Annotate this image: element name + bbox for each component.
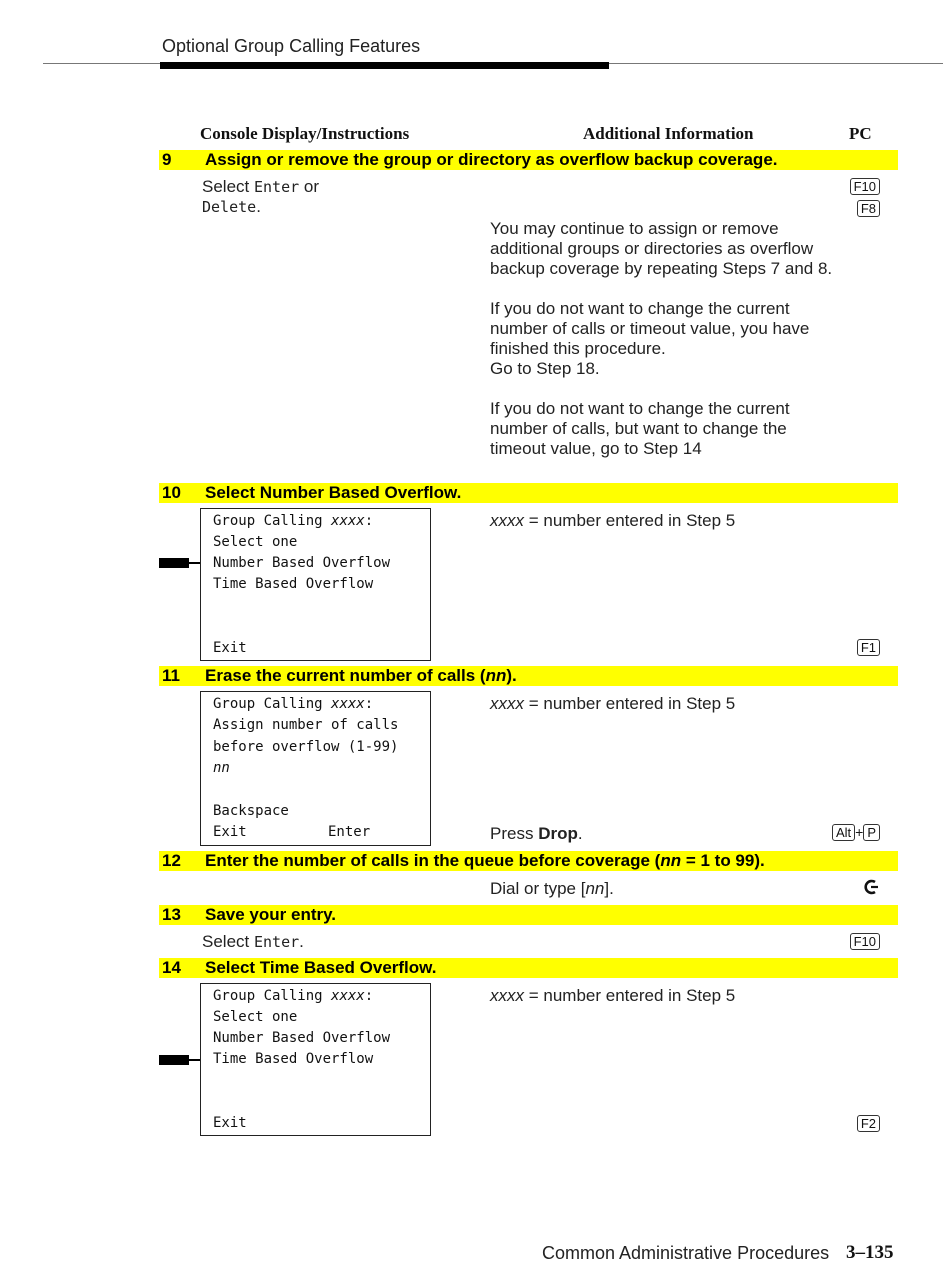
step-12-bar xyxy=(159,851,898,871)
screen-input-value: nn xyxy=(213,760,230,776)
screen-option-backspace[interactable]: Backspace xyxy=(213,803,289,819)
f1-key: F1 xyxy=(857,639,880,656)
step-title: Erase the current number of calls (nn). xyxy=(205,666,517,685)
info-text: ]. xyxy=(604,879,614,898)
selection-pointer-tick xyxy=(189,1059,200,1061)
step-title: Save your entry. xyxy=(205,905,337,924)
selection-pointer-tick xyxy=(189,562,200,564)
info-text: = number entered in Step 5 xyxy=(524,511,736,530)
step-11-info xyxy=(490,694,840,714)
step-title: Select Time Based Overflow. xyxy=(205,958,437,977)
plus-sign: + xyxy=(855,824,864,840)
variable-text: nn xyxy=(585,879,605,898)
step-10-info xyxy=(490,511,840,531)
column-heading-info: Additional Information xyxy=(583,124,754,143)
step-9-bar xyxy=(159,150,898,170)
enter-option: Enter xyxy=(253,933,300,951)
screen-option-time-based-overflow[interactable]: Time Based Overflow xyxy=(213,1051,374,1067)
screen-option-exit[interactable]: Exit xyxy=(213,640,247,656)
screen-option-exit[interactable]: Exit xyxy=(213,1115,247,1131)
console-screen xyxy=(200,508,431,661)
screen-option-exit[interactable]: Exit xyxy=(213,824,247,840)
column-heading-pc: PC xyxy=(849,124,872,143)
info-paragraph: If you do not want to change the current number of calls or timeout value, you have finished this procedure. xyxy=(490,299,810,358)
footer-title: Common Administrative Procedures xyxy=(542,1243,830,1263)
console-screen xyxy=(200,983,431,1136)
f10-key: F10 xyxy=(850,933,880,950)
info-paragraph: Go to Step 18. xyxy=(490,359,600,378)
step-14-info xyxy=(490,986,840,1006)
instruction-text: or xyxy=(299,177,319,196)
screen-line: Assign number of calls xyxy=(213,717,399,733)
info-text: = number entered in Step 5 xyxy=(524,986,736,1005)
screen-option-time-based-overflow[interactable]: Time Based Overflow xyxy=(213,576,374,592)
page-number: 3–135 xyxy=(846,1242,894,1263)
f8-key: F8 xyxy=(857,200,880,217)
step-11-press-drop xyxy=(490,824,840,844)
step-9-info xyxy=(490,219,840,459)
variable-text: xxxx xyxy=(490,694,524,713)
info-text: Press xyxy=(490,824,539,843)
step-9-instruction xyxy=(202,177,319,217)
f2-key: F2 xyxy=(857,1115,880,1132)
info-paragraph: You may continue to assign or remove additional groups or directories as overflow backup coverage by repeating Steps 7 and 8. xyxy=(490,219,833,278)
alt-key: Alt xyxy=(832,824,855,841)
step-title: Assign or remove the group or directory as overflow backup coverage. xyxy=(205,150,778,169)
p-key: P xyxy=(863,824,880,841)
alt-p-key-combo xyxy=(832,824,880,842)
instruction-text: Select xyxy=(202,932,254,951)
step-12-info xyxy=(490,879,840,899)
instruction-text: . xyxy=(299,932,304,951)
screen-line: Select one xyxy=(213,1009,298,1025)
console-screen xyxy=(200,691,431,846)
selection-pointer xyxy=(159,558,189,568)
info-text: . xyxy=(577,824,583,843)
enter-option: Enter xyxy=(253,178,300,196)
step-number: 10 xyxy=(162,483,181,502)
step-13-instruction xyxy=(202,932,304,952)
step-13-bar xyxy=(159,905,898,925)
screen-option-number-based-overflow[interactable]: Number Based Overflow xyxy=(213,555,391,571)
delete-option: Delete xyxy=(202,198,257,216)
step-title: Select Number Based Overflow. xyxy=(205,483,462,502)
drop-button-label: Drop xyxy=(538,824,578,843)
variable-text: xxxx xyxy=(490,511,524,530)
running-head: Optional Group Calling Features xyxy=(162,36,421,56)
screen-line: before overflow (1-99) xyxy=(213,739,399,755)
screen-line: Select one xyxy=(213,534,298,550)
info-text: = number entered in Step 5 xyxy=(524,694,736,713)
screen-option-enter[interactable]: Enter xyxy=(328,824,371,840)
step-10-bar xyxy=(159,483,898,503)
screen-option-number-based-overflow[interactable]: Number Based Overflow xyxy=(213,1030,391,1046)
step-number: 13 xyxy=(162,905,181,924)
step-number: 12 xyxy=(162,851,181,870)
screen-line: Group Calling xxxx: xyxy=(213,988,374,1004)
info-text: Dial or type [ xyxy=(490,879,586,898)
screen-line: Group Calling xxxx: xyxy=(213,696,374,712)
selection-pointer xyxy=(159,1055,189,1065)
instruction-text: Select xyxy=(202,177,254,196)
step-number: 9 xyxy=(162,150,172,169)
info-paragraph: If you do not want to change the current number of calls, but want to change the timeout value, go to Step 14 xyxy=(490,399,790,458)
f10-key: F10 xyxy=(850,178,880,195)
step-number: 11 xyxy=(162,666,180,685)
instruction-text: . xyxy=(256,197,261,216)
step-11-bar xyxy=(159,666,898,686)
step-14-bar xyxy=(159,958,898,978)
phone-dial-icon xyxy=(862,878,880,896)
step-number: 14 xyxy=(162,958,181,977)
step-title: Enter the number of calls in the queue before coverage (nn = 1 to 99). xyxy=(205,851,765,870)
header-bar xyxy=(160,62,609,69)
column-heading-console: Console Display/Instructions xyxy=(200,124,410,143)
screen-line: Group Calling xxxx: xyxy=(213,513,374,529)
variable-text: xxxx xyxy=(490,986,524,1005)
